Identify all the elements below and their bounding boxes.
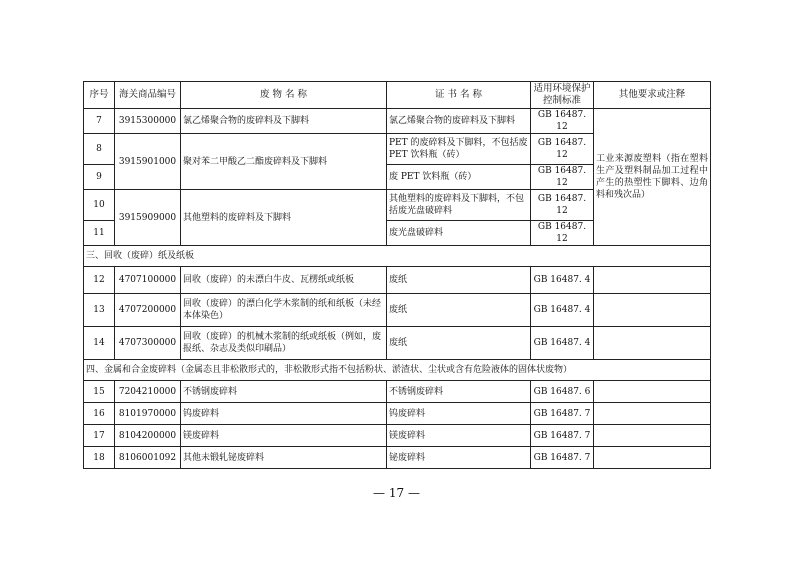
waste-cell: 其他塑料的废碎料及下脚料 — [181, 190, 387, 246]
cert-cell: 不锈钢废碎料 — [387, 381, 531, 403]
cert-cell: 废纸 — [387, 327, 531, 360]
section-title: 三、回收（废碎）纸及纸板 — [84, 246, 711, 267]
seq-cell: 18 — [84, 447, 115, 469]
code-cell: 4707100000 — [115, 267, 181, 294]
code-cell: 3915300000 — [115, 109, 181, 134]
cert-cell: 钨废碎料 — [387, 403, 531, 425]
table-row — [84, 403, 711, 425]
cert-cell: 废光盘破碎料 — [387, 221, 531, 246]
std-cell: GB 16487. 12 — [531, 134, 594, 165]
table-row — [84, 327, 711, 360]
section-title: 四、金属和合金废碎料（金属态且非松散形式的，非松散形式指不包括粉状、淤渣状、尘状或含有危险液体的固体状废物） — [84, 360, 711, 381]
seq-cell: 12 — [84, 267, 115, 294]
header-notes: 其他要求或注释 — [594, 82, 711, 109]
waste-cell: 其他未锻轧铋废碎料 — [181, 447, 387, 469]
header-cert: 证 书 名 称 — [387, 82, 531, 109]
page-number: — 17 — — [373, 486, 420, 500]
waste-cell: 镁废碎料 — [181, 425, 387, 447]
notes-cell — [594, 403, 711, 425]
seq-cell: 10 — [84, 190, 115, 221]
code-cell: 8104200000 — [115, 425, 181, 447]
std-cell: GB 16487. 4 — [531, 327, 594, 360]
cert-cell: 其他塑料的废碎料及下脚料，不包括废光盘破碎料 — [387, 190, 531, 221]
cert-cell: 废 PET 饮料瓶（砖） — [387, 165, 531, 190]
notes-cell — [594, 447, 711, 469]
seq-cell: 9 — [84, 165, 115, 190]
table-row — [84, 425, 711, 447]
code-cell: 8106001092 — [115, 447, 181, 469]
waste-cell: 回收（废碎）的漂白化学木浆制的纸和纸板（未经本体染色） — [181, 294, 387, 327]
std-cell: GB 16487. 12 — [531, 165, 594, 190]
seq-cell: 15 — [84, 381, 115, 403]
code-cell: 3915909000 — [115, 190, 181, 246]
std-cell: GB 16487. 7 — [531, 447, 594, 469]
seq-cell: 13 — [84, 294, 115, 327]
std-cell: GB 16487. 4 — [531, 294, 594, 327]
code-cell: 4707200000 — [115, 294, 181, 327]
seq-cell: 16 — [84, 403, 115, 425]
cert-cell: 废纸 — [387, 294, 531, 327]
cert-cell: PET 的废碎料及下脚料，不包括废 PET 饮料瓶（砖） — [387, 134, 531, 165]
notes-cell — [594, 294, 711, 327]
code-cell: 4707300000 — [115, 327, 181, 360]
waste-cell: 钨废碎料 — [181, 403, 387, 425]
waste-cell: 聚对苯二甲酸乙二酯废碎料及下脚料 — [181, 134, 387, 190]
code-cell: 7204210000 — [115, 381, 181, 403]
header-waste: 废 物 名 称 — [181, 82, 387, 109]
std-cell: GB 16487. 7 — [531, 425, 594, 447]
notes-cell — [594, 327, 711, 360]
seq-cell: 8 — [84, 134, 115, 165]
std-cell: GB 16487. 6 — [531, 381, 594, 403]
table-row — [84, 109, 711, 134]
code-cell: 8101970000 — [115, 403, 181, 425]
waste-cell: 不锈钢废碎料 — [181, 381, 387, 403]
seq-cell: 11 — [84, 221, 115, 246]
plastic-note-cell: 工业来源废塑料（指在塑料生产及塑料制品加工过程中产生的热塑性下脚料、边角料和残次品） — [594, 109, 711, 246]
header-seq: 序号 — [84, 82, 115, 109]
cert-cell: 镁废碎料 — [387, 425, 531, 447]
std-cell: GB 16487. 12 — [531, 221, 594, 246]
cert-cell: 氯乙烯聚合物的废碎料及下脚料 — [387, 109, 531, 134]
waste-cell: 氯乙烯聚合物的废碎料及下脚料 — [181, 109, 387, 134]
header-row — [84, 82, 711, 109]
std-cell: GB 16487. 12 — [531, 109, 594, 134]
cert-cell: 铋废碎料 — [387, 447, 531, 469]
table-row — [84, 447, 711, 469]
notes-cell — [594, 381, 711, 403]
section-row — [84, 360, 711, 381]
seq-cell: 14 — [84, 327, 115, 360]
notes-cell — [594, 267, 711, 294]
section-row — [84, 246, 711, 267]
std-cell: GB 16487. 7 — [531, 403, 594, 425]
table-row — [84, 267, 711, 294]
seq-cell: 17 — [84, 425, 115, 447]
notes-cell — [594, 425, 711, 447]
table-row — [84, 381, 711, 403]
waste-cell: 回收（废碎）的机械木浆制的纸或纸板（例如，废报纸、杂志及类似印刷品） — [181, 327, 387, 360]
waste-table — [83, 81, 711, 469]
header-std: 适用环境保护控制标准 — [531, 82, 594, 109]
std-cell: GB 16487. 12 — [531, 190, 594, 221]
header-code: 海关商品编号 — [115, 82, 181, 109]
waste-cell: 回收（废碎）的未漂白牛皮、瓦楞纸或纸板 — [181, 267, 387, 294]
seq-cell: 7 — [84, 109, 115, 134]
std-cell: GB 16487. 4 — [531, 267, 594, 294]
table-row — [84, 294, 711, 327]
cert-cell: 废纸 — [387, 267, 531, 294]
code-cell: 3915901000 — [115, 134, 181, 190]
